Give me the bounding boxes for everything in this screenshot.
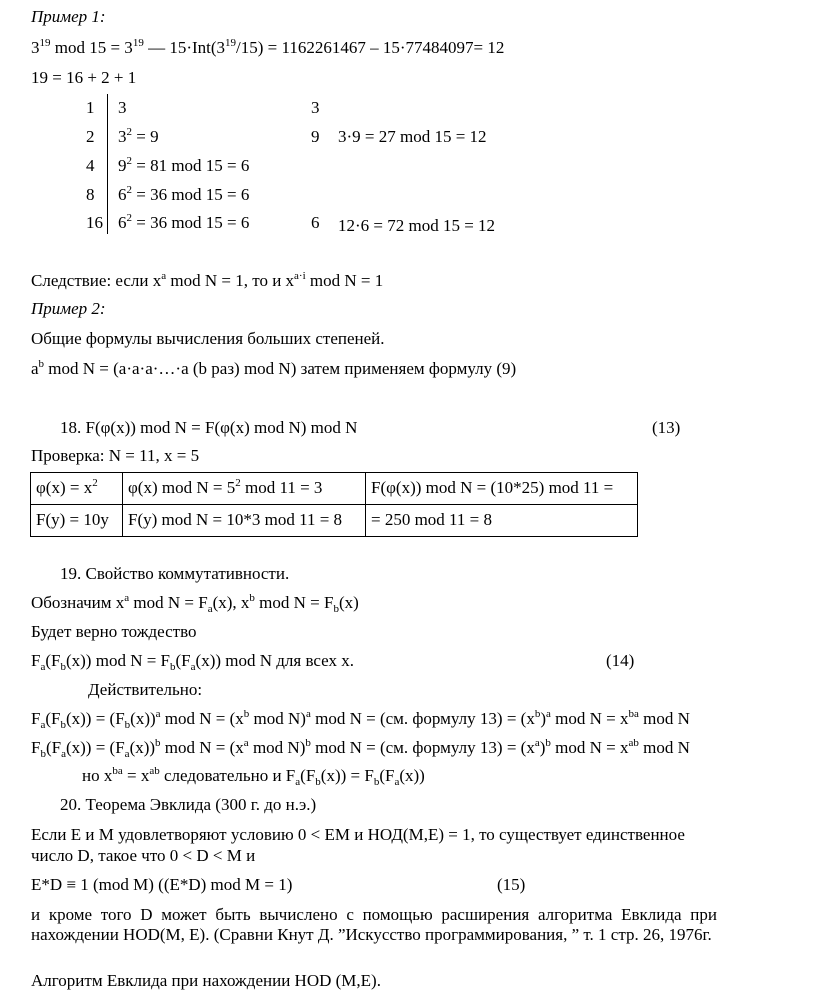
equation-number: (15) (497, 875, 526, 894)
item20-title: 20. Теорема Эвклида (300 г. до н.э.) (60, 795, 317, 814)
example1-formula: $3^{19}$ mod $15 = 3^{19}$ — $15\cdot Int(3^{19}/15) = 1162261467 - 15\cdot 77484097= 12$ (31, 37, 505, 57)
example2-title: Пример 2: (31, 299, 106, 318)
power-value: $6^2 = 36$ mod 15 = 6 (118, 212, 250, 232)
general-formulas-title: Общие формулы вычисления больших степеней. (31, 329, 385, 348)
power-value: 3 (118, 98, 127, 117)
exponent-decomposition: 19 = 16 + 2 + 1 (31, 68, 137, 87)
theorem-statement: Если E и M удовлетворяют условию 0 < EM и НОД(M,E) = 1, то существует единственное число D, такое что 0 < D < M и (31, 825, 685, 865)
selected-value: 9 (311, 127, 320, 146)
corollary: Следствие: если $x^a$ mod N = 1, то и $x^{a\cdot i}$ mod N = 1 (31, 270, 384, 290)
power-index: 1 (86, 98, 95, 117)
power-value: $9^2 = 81$ mod 15 = 6 (118, 155, 250, 175)
partial-product: 12·6 = 72 mod 15 = 12 (338, 216, 496, 235)
table-row (31, 505, 638, 537)
proof-line-1: $F_a(F_b(x)) = (F_b(x))^a$ mod $N = (x^b$ mod N)$^a$ mod N = (см. формулу $13) = (x^b)^a$ mod $N = x^{ba}$ mod N (31, 708, 690, 731)
conclusion-line: но $x^{ba} = x^{ab}$ следовательно и $F_a(F_b(x)) = F_b(F_a(x))$ (82, 765, 425, 788)
check-table (30, 472, 638, 537)
selected-value: 6 (311, 213, 320, 232)
table-divider (107, 94, 108, 234)
theorem-remark: и кроме того D может быть вычислено с помощью расширения алгоритма Евклида при нахождении НОD(M, E). (Сравни Кнут Д. ”Искусство программирования, ” т. 1 стр. 26, 1976г. (31, 905, 717, 944)
partial-product: 3·9 = 27 mod 15 = 12 (338, 127, 487, 146)
table-cell: F(y) = 10y (31, 505, 123, 537)
power-index: 4 (86, 156, 95, 175)
table-cell: = 250 mod 11 = 8 (366, 505, 638, 537)
algorithm-title: Алгоритм Евклида при нахождении НОD (M,E). (31, 971, 381, 990)
power-value: $3^2 = 9$ (118, 126, 159, 146)
power-index: 16 (86, 213, 103, 232)
power-index: 8 (86, 185, 95, 204)
proof-line-2: $F_b(F_a(x)) = (F_a(x))^b$ mod $N = (x^a$ mod N)$^b$ mod N = (см. формулу $13) = (x^a)^b$ mod $N = x^{ab}$ mod N (31, 737, 690, 760)
table-cell: F(y) mod N = 10*3 mod 11 = 8 (123, 505, 366, 537)
selected-value: 3 (311, 98, 320, 117)
power-index: 2 (86, 127, 95, 146)
item19-title: 19. Свойство коммутативности. (60, 564, 290, 583)
check-line: Проверка: N = 11, x = 5 (31, 446, 200, 465)
power-value: $6^2 = 36$ mod 15 = 6 (118, 184, 250, 204)
indeed-label: Действительно: (88, 680, 203, 699)
item18-formula: 18. F(φ(x)) mod N = F(φ(x) mod N) mod N (60, 418, 358, 437)
table-cell: φ(x) mod $N = 5^2$ mod 11 = 3 (123, 473, 366, 505)
table-cell: F(φ(x)) mod N = (10*25) mod 11 = (366, 473, 638, 505)
general-formula: $a^b$ mod N = (a·a·a·…·a (b раз) mod N) затем применяем формулу (9) (31, 358, 517, 378)
example1-title: Пример 1: (31, 7, 106, 26)
table-row (31, 473, 638, 505)
notation-line: Обозначим $x^a$ mod $N = F_a(x)$, $x^b$ mod $N = F_b(x)$ (31, 592, 359, 615)
identity-formula: $F_a(F_b(x))$ mod $N = F_b(F_a(x))$ mod N для всех x. (31, 651, 354, 673)
table-cell: $\varphi(x) = x^2$ (31, 473, 123, 505)
identity-intro: Будет верно тождество (31, 622, 197, 641)
equation-number: (14) (606, 651, 635, 670)
equation-number: (13) (652, 418, 681, 437)
congruence-formula: E*D ≡ 1 (mod M) ((E*D) mod M = 1) (31, 875, 293, 894)
